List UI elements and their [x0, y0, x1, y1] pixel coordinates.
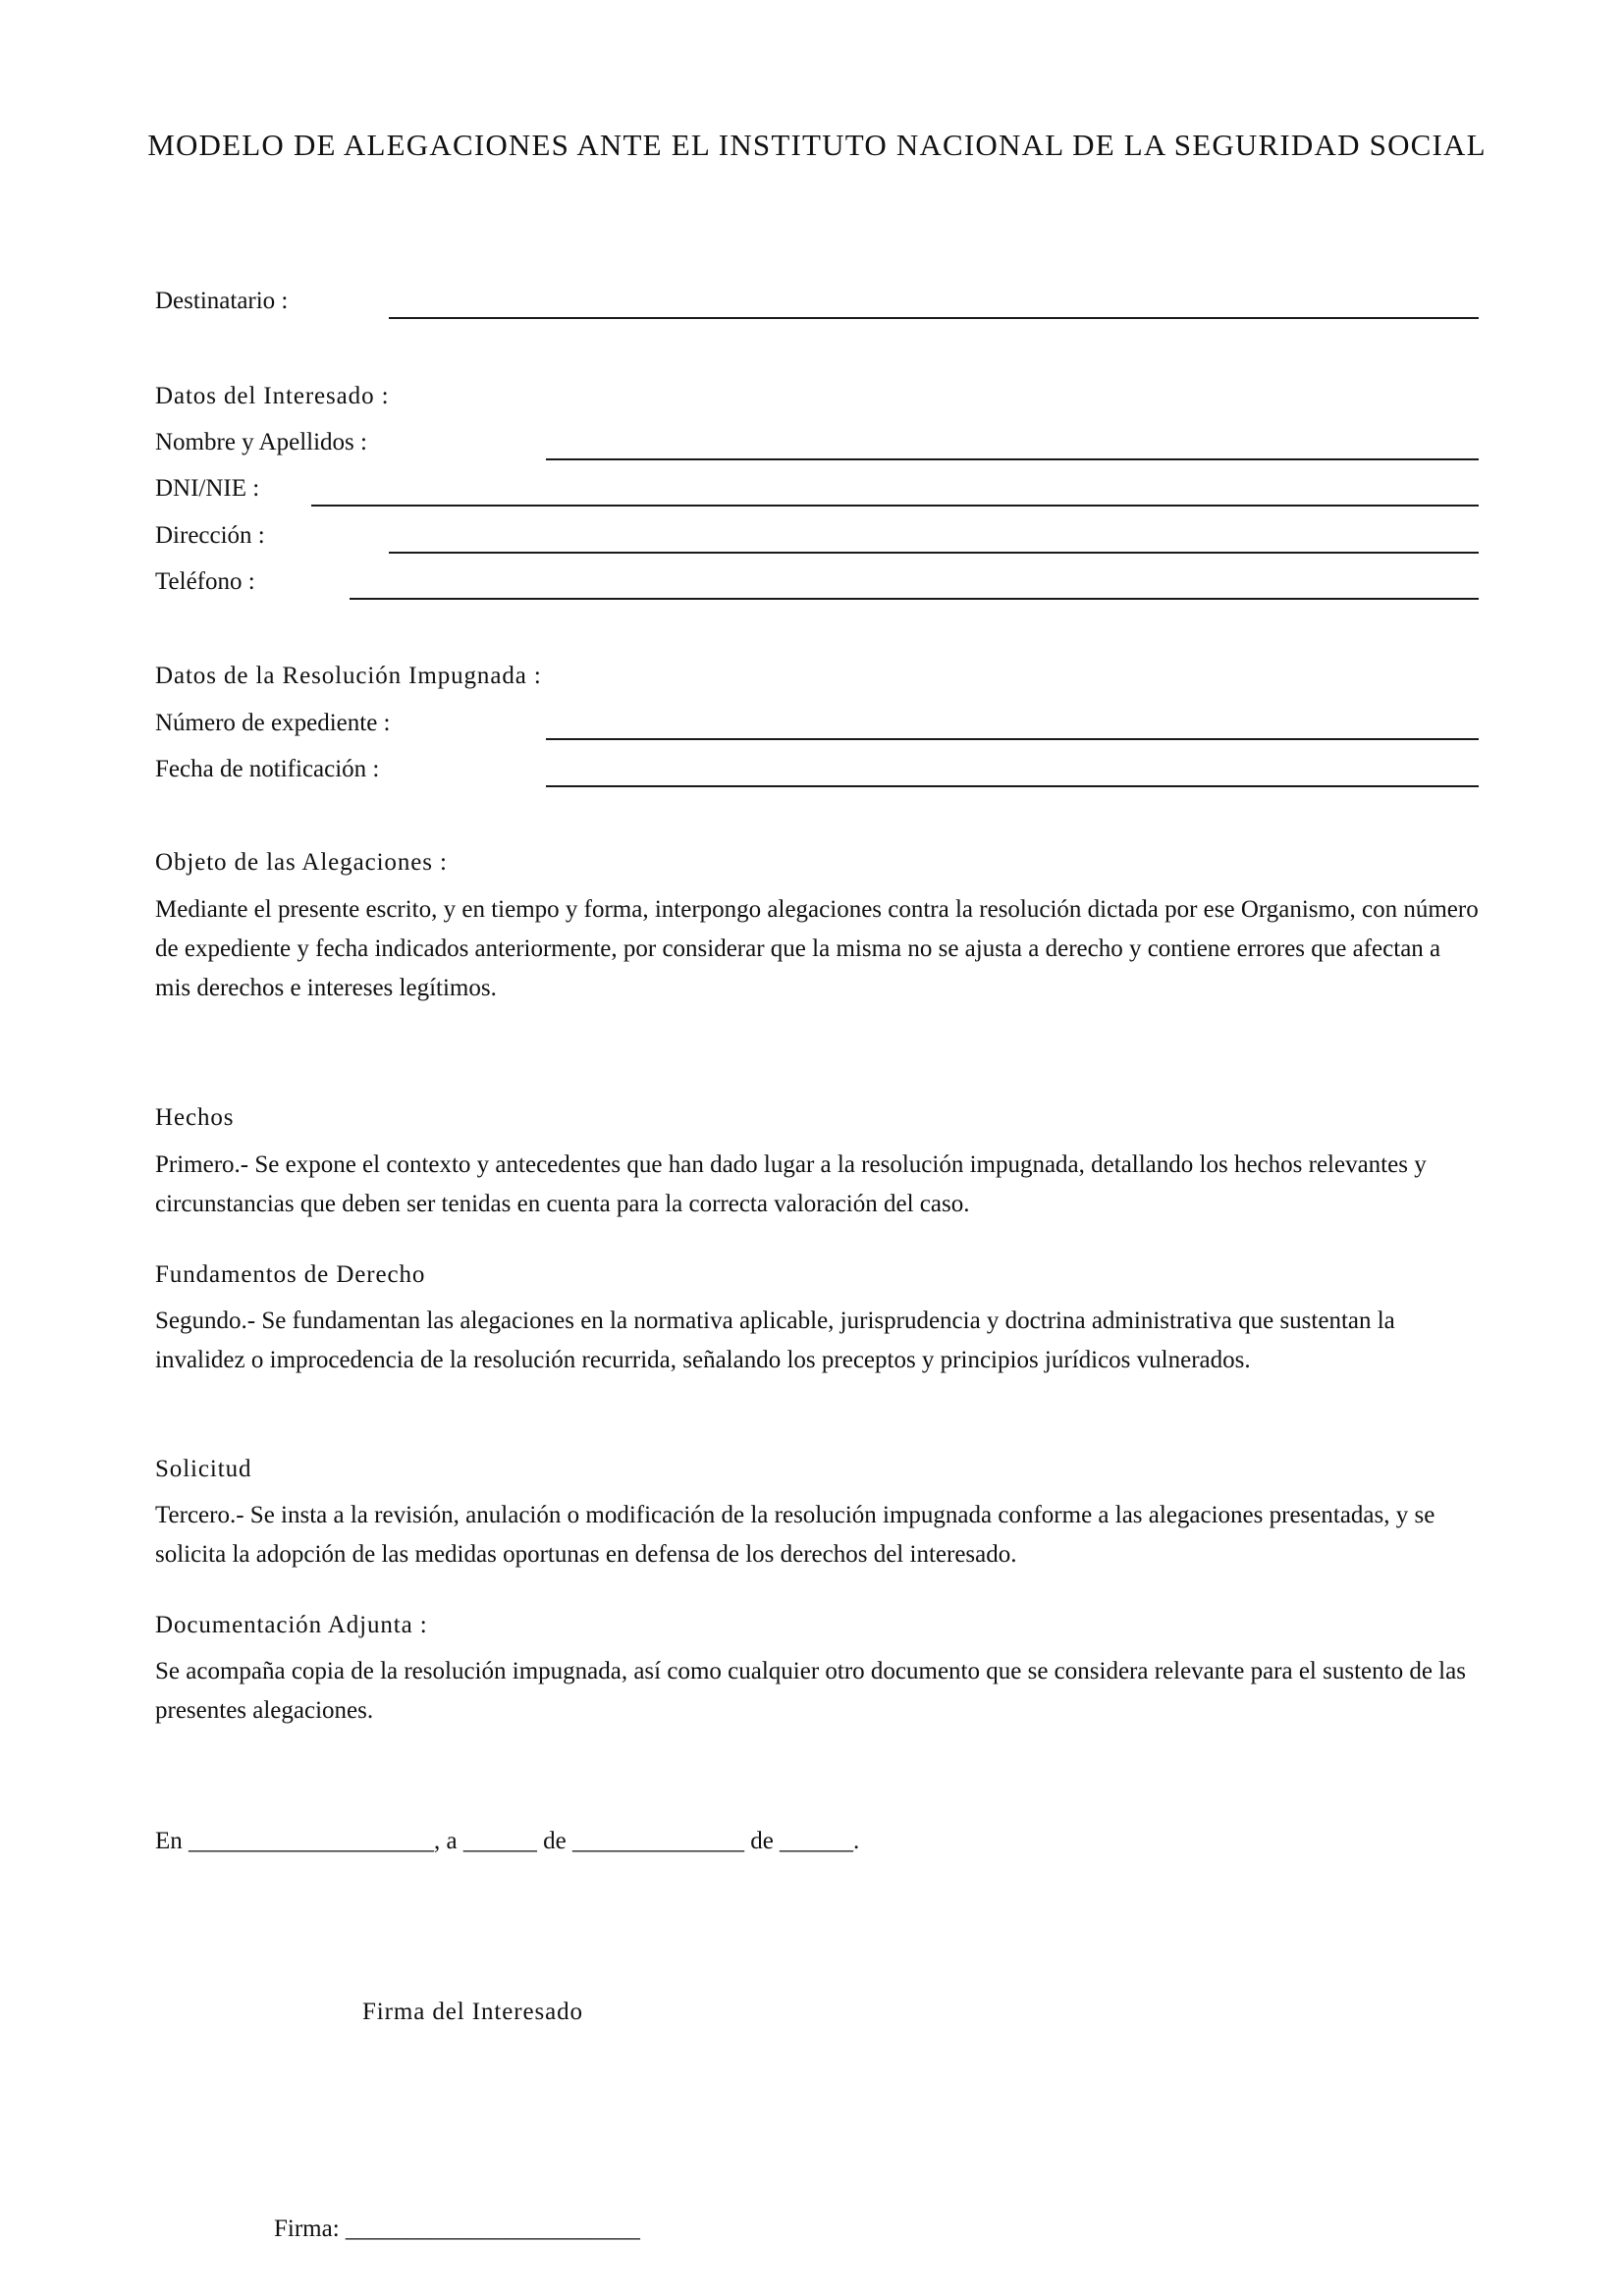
fundamentos-text: Segundo.- Se fundamentan las alegaciones en la normativa aplicable, jurisprudencia y doctrina administrativa que sustentan la invalidez o improcedencia de la resolución recurrida, señalando los preceptos y principios jurídicos vulnerados. — [155, 1308, 1395, 1373]
direccion-label: Dirección : — [155, 522, 265, 549]
firma-line[interactable]: Firma: ________________________ — [274, 2216, 640, 2242]
nombre-label: Nombre y Apellidos : — [155, 429, 367, 455]
hechos-text: Primero.- Se expone el contexto y antecedentes que han dado lugar a la resolución impugnada, detallando los hechos relevantes y circunstancias que deben ser tenidas en cuenta para la correcta valoración del caso. — [155, 1151, 1427, 1217]
objeto-text: Mediante el presente escrito, y en tiempo y forma, interpongo alegaciones contra la resolución dictada por ese Organismo, con número de expediente y fecha indicados anteriormente, por considerar que la misma no se ajusta a derecho y contiene errores que afectan a mis derechos e intereses legítimos. — [155, 896, 1479, 1001]
telefono-label: Teléfono : — [155, 568, 255, 595]
documentacion-text: Se acompaña copia de la resolución impugnada, así como cualquier otro documento que se considera relevante para el sustento de las presentes alegaciones. — [155, 1658, 1466, 1724]
firma-interesado-label: Firma del Interesado — [362, 1999, 583, 2025]
notificacion-label: Fecha de notificación : — [155, 756, 380, 782]
notificacion-line[interactable] — [546, 785, 1479, 787]
expediente-line[interactable] — [546, 738, 1479, 740]
telefono-line[interactable] — [350, 598, 1479, 600]
page-title: MODELO DE ALEGACIONES ANTE EL INSTITUTO NACIONAL DE LA SEGURIDAD SOCIAL — [147, 128, 1487, 162]
dni-label: DNI/NIE : — [155, 475, 260, 502]
solicitud-text: Tercero.- Se insta a la revisión, anulación o modificación de la resolución impugnada conforme a las alegaciones presentadas, y se solicita la adopción de las medidas oportunas en defensa de los derechos del interesado. — [155, 1502, 1435, 1568]
direccion-line[interactable] — [389, 552, 1479, 554]
objeto-heading: Objeto de las Alegaciones : — [155, 849, 448, 876]
nombre-line[interactable] — [546, 458, 1479, 460]
destinatario-line[interactable] — [389, 317, 1479, 319]
hechos-heading: Hechos — [155, 1104, 235, 1131]
datos-resolucion-heading: Datos de la Resolución Impugnada : — [155, 663, 542, 689]
dni-line[interactable] — [311, 505, 1479, 507]
fundamentos-heading: Fundamentos de Derecho — [155, 1261, 426, 1288]
destinatario-label: Destinatario : — [155, 288, 289, 314]
documentacion-heading: Documentación Adjunta : — [155, 1612, 428, 1638]
expediente-label: Número de expediente : — [155, 710, 391, 736]
solicitud-heading: Solicitud — [155, 1456, 252, 1482]
datos-interesado-heading: Datos del Interesado : — [155, 383, 390, 409]
date-line[interactable]: En ____________________, a ______ de ______________ de ______. — [155, 1828, 860, 1854]
